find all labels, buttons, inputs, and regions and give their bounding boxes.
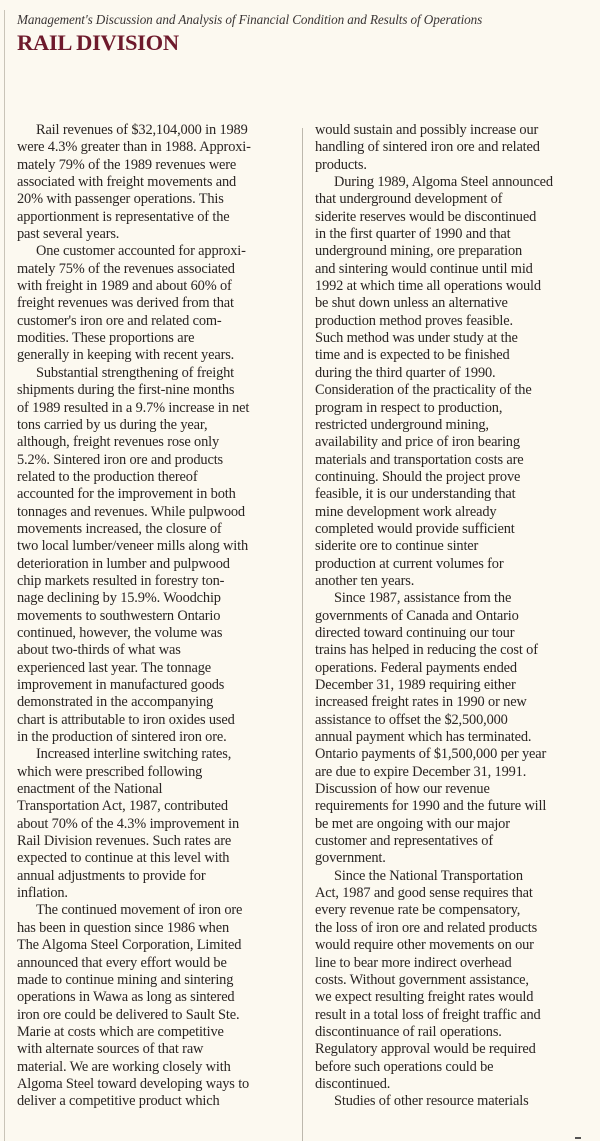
text-line: which were prescribed following [17,763,203,780]
text-line: increased freight rates in 1990 or new [315,694,527,711]
text-line: material. We are working closely with [17,1058,231,1075]
text-line: time and is expected to be finished [315,347,510,364]
text-line: restricted underground mining, [315,416,489,433]
text-line: that underground development of [315,191,503,208]
text-line: 5.2%. Sintered iron ore and products [17,451,224,468]
text-line: chip markets resulted in forestry ton- [17,572,225,589]
text-line: discontinuance of rail operations. [315,1023,502,1040]
text-line: tonnages and revenues. While pulpwood [17,503,245,520]
text-line: costs. Without government assistance, [315,971,529,988]
text-line: chart is attributable to iron oxides used [17,711,235,728]
text-line: about 70% of the 4.3% improvement in [17,815,240,832]
text-line: requirements for 1990 and the future will [315,798,547,815]
text-line: past several years. [17,226,120,243]
text-line: with freight in 1989 and about 60% of [17,278,232,295]
text-line: made to continue mining and sintering [17,971,234,988]
text-line: deliver a competitive product which [17,1093,220,1110]
text-line: freight revenues was derived from that [17,295,234,312]
text-line: accounted for the improvement in both [17,486,236,503]
text-line: siderite ore to continue sinter [315,538,479,555]
text-column-left [17,122,297,1111]
text-line: inflation. [17,885,68,902]
text-line: products. [315,156,367,173]
text-line: operations in Wawa as long as sintered [17,989,235,1006]
text-line: continuing. Should the project prove [315,468,521,485]
text-line: enactment of the National [17,781,163,798]
text-line: Consideration of the practicality of the [315,382,532,399]
text-line: handling of sintered iron ore and related [315,139,540,156]
text-line: during the third quarter of 1990. [315,364,496,381]
text-line: availability and price of iron bearing [315,434,520,451]
text-line: would require other movements on our [315,937,534,954]
text-line: Act, 1987 and good sense requires that [315,885,533,902]
text-line: continued, however, the volume was [17,624,223,641]
text-line: another ten years. [315,572,415,589]
text-line: The Algoma Steel Corporation, Limited [17,937,242,954]
text-line: expected to continue at this level with [17,850,230,867]
paragraph-first-line: Substantial strengthening of freight [36,364,235,381]
text-line: shipments during the first-nine months [17,382,235,399]
text-line: mately 75% of the revenues associated [17,260,235,277]
text-line: 1992 at which time all operations would [315,278,541,295]
text-line: discontinued. [315,1075,391,1092]
running-head: Management's Discussion and Analysis of Financial Condition and Results of Operations [17,12,483,27]
text-line: associated with freight movements and [17,174,237,191]
text-line: completed would provide sufficient [315,520,515,537]
text-line: we expect resulting freight rates would [315,989,534,1006]
text-line: movements increased, the closure of [17,520,222,537]
text-line: about two-thirds of what was [17,642,181,659]
text-line: result in a total loss of freight traffic and [315,1006,541,1023]
text-line: annual payment which has terminated. [315,729,532,746]
text-line: nage declining by 15.9%. Woodchip [17,590,221,607]
text-line: every revenue rate be compensatory, [315,902,521,919]
text-line: modities. These proportions are [17,330,195,347]
text-line: 20% with passenger operations. This [17,191,224,208]
text-line: Regulatory approval would be required [315,1041,536,1058]
text-line: apportionment is representative of the [17,208,230,225]
text-line: and sintering would continue until mid [315,260,533,277]
text-line: experienced last year. The tonnage [17,659,212,676]
text-line: assistance to offset the $2,500,000 [315,711,508,728]
text-line: be shut down unless an alternative [315,295,508,312]
text-line: before such operations could be [315,1058,494,1075]
page-left-rule [4,10,5,1141]
paragraph-first-line: Increased interline switching rates, [36,746,232,763]
text-line: customer and representatives of [315,833,493,850]
text-line: movements to southwestern Ontario [17,607,221,624]
text-line: are due to expire December 31, 1991. [315,763,527,780]
page-mark [575,1137,581,1139]
text-column-right [315,122,597,1111]
text-line: announced that every effort would be [17,954,227,971]
text-line: mately 79% of the 1989 revenues were [17,156,237,173]
text-line: December 31, 1989 requiring either [315,677,516,693]
text-line: although, freight revenues rose only [17,434,220,451]
text-line: be met are ongoing with our major [315,815,510,832]
text-line: would sustain and possibly increase our [315,122,539,138]
text-line: has been in question since 1986 when [17,919,230,936]
text-line: in the first quarter of 1990 and that [315,226,511,243]
text-line: government. [315,850,386,867]
text-line: line to bear more indirect overhead [315,954,512,971]
text-line: Such method was under study at the [315,330,518,347]
text-line: Discussion of how our revenue [315,781,490,798]
paragraph-first-line: Rail revenues of $32,104,000 in 1989 [36,122,248,138]
text-line: Rail Division revenues. Such rates are [17,833,232,850]
paragraph-first-line: The continued movement of iron ore [36,902,243,919]
text-line: annual adjustments to provide for [17,867,206,884]
text-line: deterioration in lumber and pulpwood [17,555,230,572]
text-line: improvement in manufactured goods [17,677,225,693]
column-divider [302,128,303,1141]
text-line: trains has helped in reducing the cost of [315,642,538,659]
paragraph-first-line: One customer accounted for approxi- [36,243,246,260]
text-line: demonstrated in the accompanying [17,694,214,711]
text-line: Algoma Steel toward developing ways to [17,1075,250,1092]
section-title: RAIL DIVISION [17,30,179,55]
text-line: operations. Federal payments ended [315,659,517,676]
text-line: Transportation Act, 1987, contributed [17,798,228,815]
text-line: production at current volumes for [315,555,504,572]
text-line: with alternate sources of that raw [17,1041,204,1058]
text-line: customer's iron ore and related com- [17,312,222,329]
text-line: siderite reserves would be discontinued [315,208,537,225]
text-line: production method proves feasible. [315,312,513,329]
text-line: mine development work already [315,503,497,520]
text-line: related to the production thereof [17,468,198,485]
text-line: were 4.3% greater than in 1988. Approxi- [17,139,251,156]
text-line: governments of Canada and Ontario [315,607,519,624]
text-line: of 1989 resulted in a 9.7% increase in net [17,399,250,416]
text-line: two local lumber/veneer mills along with [17,538,248,555]
text-line: iron ore could be delivered to Sault Ste. [17,1006,240,1023]
text-line: materials and transportation costs are [315,451,524,468]
paragraph-first-line: During 1989, Algoma Steel announced [334,174,553,191]
text-line: Ontario payments of $1,500,000 per year [315,746,547,763]
text-line: Marie at costs which are competitive [17,1023,224,1040]
paragraph-first-line: Studies of other resource materials [334,1093,529,1110]
paragraph-first-line: Since 1987, assistance from the [334,590,512,607]
text-line: feasible, it is our understanding that [315,486,516,503]
text-line: the loss of iron ore and related products [315,919,538,936]
text-line: generally in keeping with recent years. [17,347,235,364]
text-line: directed toward continuing our tour [315,624,515,641]
text-line: tons carried by us during the year, [17,416,208,433]
text-line: program in respect to production, [315,399,503,416]
text-line: in the production of sintered iron ore. [17,729,227,746]
text-line: underground mining, ore preparation [315,243,523,260]
paragraph-first-line: Since the National Transportation [334,867,523,884]
